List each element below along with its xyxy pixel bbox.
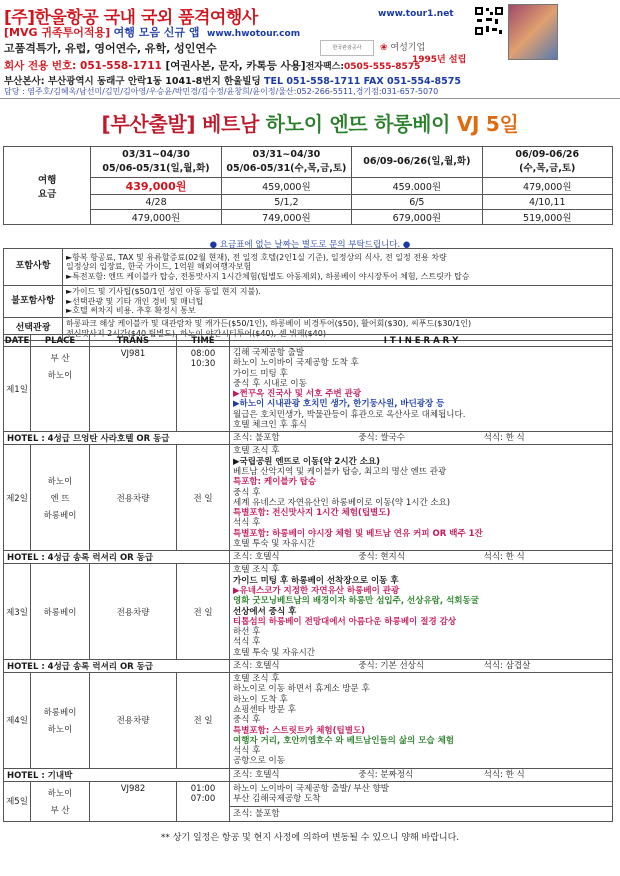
itinerary-line: 김해 국제공항 출발 — [233, 348, 305, 358]
address: 부산본사: 부산광역시 동래구 안락1동 1041-8번지 한울빌딩 — [4, 76, 261, 87]
itinerary-line: 호텔 조식 후 — [233, 446, 280, 457]
address-line — [4, 73, 461, 87]
meal-info — [230, 660, 613, 673]
col-trans: TRANS — [90, 335, 177, 347]
itinerary-line: 석식 후 — [233, 637, 261, 648]
fee-date: 4/28 — [91, 195, 221, 210]
meal-item: 석식: 한 식 — [483, 552, 525, 563]
col-place: PLACE — [31, 335, 90, 347]
day-row — [4, 673, 613, 769]
fee-date: 6/5 — [352, 195, 482, 210]
hotel-meal-row — [4, 768, 613, 781]
day-places: 하노이 부 산 — [31, 781, 90, 821]
itinerary-line: 호텔 조식 후 — [233, 674, 280, 685]
itinerary-table — [3, 334, 613, 822]
company-phone[interactable]: 051-558-1711 — [80, 60, 162, 72]
day-transport: 전용차량 — [90, 673, 177, 769]
meal-info — [230, 432, 613, 445]
itinerary-line: 특별포함: 하롱베이 야시장 체험 및 베트남 연유 커피 OR 백주 1잔 — [233, 528, 483, 539]
itinerary-line: ▶쩐꾸옥 진국사 및 서호 주변 관광 — [233, 389, 362, 400]
itinerary-line: 하노이 도착 후 — [233, 694, 288, 705]
itinerary-line: 하노이로 이동 하면서 휴게소 방문 후 — [233, 684, 370, 695]
day-transport: 전용차량 — [90, 564, 177, 660]
hotel-info: HOTEL : 4성급 송록 럭셔리 OR 동급 — [4, 660, 230, 673]
excluded-text: ►가이드 및 기사팁($50/1인 성인 아동 동일 현지 지불). ►선택관광 및 기타 개인 경비 및 매너팁 ►호텔 써차지 비용. 추후 확정시 통보 — [63, 286, 613, 318]
title-duration: VJ 5일 — [456, 112, 519, 136]
itinerary-line: 석식 후 — [233, 518, 261, 529]
day-transport: VJ981 — [90, 347, 177, 432]
day-times: 08:00 10:30 — [177, 347, 230, 432]
document-note: [여권사본, 문자, 카톡등 사용] — [165, 60, 306, 72]
fee-period: 06/09-06/26(일,월,화) — [352, 147, 482, 178]
day-label: 제5일 — [4, 781, 31, 821]
company-name: [주]한울항공 국내 국외 품격여행사 — [4, 8, 258, 28]
day-times: 전 일 — [177, 673, 230, 769]
footer-note: ** 상기 일정은 항공 및 현지 사정에 의하여 변동될 수 있으니 양해 바랍니다. — [160, 833, 460, 843]
fee-price: 679,000원 — [352, 210, 482, 225]
day-itinerary — [230, 781, 613, 807]
itinerary-line: ▶하노이 시내관광 호치민 생가, 한기둥사원, 바딘광장 등 — [233, 399, 445, 410]
itinerary-line: 하노이 노이바이 국제공항 도착 후 — [233, 358, 359, 369]
day-itinerary — [230, 347, 613, 432]
itinerary-line: 중식 후 — [233, 487, 261, 498]
itinerary-line: ▶국립공원 엔뜨로 이동(약 2시간 소요) — [233, 456, 381, 467]
women-business-icon: ❀ — [380, 43, 388, 53]
fee-period: 03/31~04/30 05/06-05/31(일,월,화) — [91, 147, 221, 178]
fee-label: 여행 요금 — [4, 147, 91, 225]
app-promo-line — [4, 24, 300, 40]
itinerary-line: 영화 굿모닝베트남의 배경이자 하롱만 섬입주, 선상유람, 석회동굴 — [233, 596, 479, 607]
hotel-meal-row — [4, 432, 613, 445]
fee-note: ● 요금표에 없는 날짜는 별도로 문의 부탁드립니다. ● — [209, 240, 411, 250]
meal-info: 조식: 불포함 — [230, 807, 613, 821]
inclusions-table — [3, 248, 613, 341]
fee-price: 479,000원 — [482, 178, 612, 195]
itinerary-line: 호텔 조식 후 — [233, 565, 280, 576]
qr-code-icon — [474, 6, 504, 36]
col-itinerary: I T I N E R A R Y — [230, 335, 613, 347]
day-label: 제1일 — [4, 347, 31, 432]
meal-item: 석식: 삼겹살 — [483, 661, 531, 672]
included-label: 포함사항 — [4, 249, 63, 286]
women-business-label: 여성기업 — [390, 43, 426, 53]
tel-fax: TEL 051-558-1711 FAX 051-554-8575 — [263, 76, 461, 87]
meal-item: 중식: 쌀국수 — [358, 433, 405, 444]
contact-line — [4, 58, 420, 73]
itinerary-line: 하노이 노이바이 국제공항 출발/ 부산 향발 — [233, 783, 389, 794]
itinerary-line: 가이드 미팅 후 하롱베이 선착장으로 이동 후 — [233, 575, 399, 586]
meal-item: 중식: 기본 선상식 — [358, 661, 425, 672]
day-places: 하노이 엔 뜨 하롱베이 — [31, 445, 90, 551]
day-row — [4, 564, 613, 660]
meal-item: 조식: 호텔식 — [233, 552, 280, 563]
meal-info — [230, 551, 613, 564]
meal-item: 석식: 한 식 — [483, 433, 525, 444]
itinerary-line: 티톱섬의 하롱베이 전망대에서 아름다운 하롱베이 절경 감상 — [233, 616, 457, 627]
fee-price: 519,000원 — [482, 210, 612, 225]
hotel-info: HOTEL : 기내박 — [4, 768, 230, 781]
itinerary-line: 여행자 거리, 호안끼엠호수 와 베트남인들의 삶의 모습 체험 — [233, 735, 455, 746]
meal-item: 중식: 현지식 — [358, 552, 405, 563]
itinerary-line: 선상에서 중식 후 — [233, 606, 297, 617]
fee-table — [3, 146, 613, 225]
day-row — [4, 445, 613, 551]
optional-tour-label: 선택관광 — [4, 317, 63, 340]
day-times: 01:00 07:00 — [177, 781, 230, 821]
included-text: ►항복 항공료, TAX 및 유류할증료(02월 현재), 전 일정 호텔(2인1실 기준), 일정상의 식사, 전 일정 전용 차량 일정상의 입장료, 한국 가이드, 1억원 해외여행자보험 ►특전포함: 엔뜨 케이블카 탑승, 전통맛사지 1시간체험(팁별도 아동제외), 하롱베이 야시장투어 체험, 스트릿카 탑승 — [63, 249, 613, 286]
meal-info — [230, 768, 613, 781]
itinerary-line: 석식 후 — [233, 746, 261, 757]
itinerary-line: 중식 후 시내로 이동 — [233, 378, 307, 389]
meal-item: 조식: 불포함 — [233, 433, 280, 444]
divider — [0, 98, 620, 99]
day-places: 하롱베이 하노이 — [31, 673, 90, 769]
company-phone-label: 회사 전용 번호: — [4, 60, 77, 72]
col-time: TIME — [177, 335, 230, 347]
title-cities: 하노이 엔뜨 하롱베이 — [265, 112, 451, 136]
fee-price: 459,000원 — [221, 178, 351, 195]
itinerary-line: 쇼핑센타 방문 후 — [233, 704, 296, 715]
title-departure: [부산출발] — [101, 112, 196, 136]
day-transport: 전용차량 — [90, 445, 177, 551]
itinerary-line: 특별포함: 스트릿트카 체험(팁별도) — [233, 725, 366, 736]
fee-date: 5/1,2 — [221, 195, 351, 210]
fee-period: 06/09-06/26 (수,목,금,토) — [482, 147, 612, 178]
fee-period: 03/31~04/30 05/06-05/31(수,목,금,토) — [221, 147, 351, 178]
staff-line: 담당 : 염주호/김혜옥/남선미/김민/김아영/우승윤/박민경/김수정/윤창희/윤이정/울산:052-266-5511,경기점:031-657-5070 — [4, 87, 439, 96]
hotel-info: HOTEL : 4성급 므엉탄 사라호텔 OR 동급 — [4, 432, 230, 445]
tourism-logo: 한국관광공사 — [320, 40, 374, 56]
itinerary-line: 호텔 체크인 후 휴식 — [233, 420, 307, 431]
hotel-info: HOTEL : 4성급 송록 럭셔리 OR 동급 — [4, 551, 230, 564]
itinerary-line: 세계 유네스코 자연유산인 하롱베이로 이동(약 1시간 소요) — [233, 497, 451, 508]
fee-price: 749,000원 — [221, 210, 351, 225]
itinerary-line: 중식 후 — [233, 715, 261, 726]
day-itinerary — [230, 564, 613, 660]
meal-item: 석식: 한 식 — [483, 769, 525, 780]
itinerary-line: 베트남 산악지역 및 케이블카 탑승, 최고의 명산 엔뜨 관광 — [233, 466, 447, 477]
meal-item: 조식: 호텔식 — [233, 769, 280, 780]
day-label: 제2일 — [4, 445, 31, 551]
meal-item: 조식: 호텔식 — [233, 661, 280, 672]
title-country: 베트남 — [201, 112, 259, 136]
hotel-meal-row — [4, 660, 613, 673]
day-times: 전 일 — [177, 564, 230, 660]
founded-year: 1995년 설립 — [412, 55, 467, 65]
itinerary-line: 특별포함: 전신맛사지 1시간 체험(팁별도) — [233, 508, 391, 519]
itinerary-line: 하선 후 — [233, 627, 261, 638]
day-times: 전 일 — [177, 445, 230, 551]
mvg-label: [MVG 귀족투어적용] — [4, 26, 111, 39]
building-photo — [508, 4, 558, 60]
website-url-2[interactable]: www.hwotour.com — [207, 29, 301, 39]
services-line: 고품격특가, 유럽, 영어연수, 유학, 성인연수 — [4, 42, 217, 55]
hotel-meal-row — [4, 551, 613, 564]
meal-item: 중식: 분짜정식 — [358, 769, 414, 780]
day-transport: VJ982 — [90, 781, 177, 821]
itinerary-line: 공항으로 이동 — [233, 756, 285, 767]
fee-price: 479,000원 — [91, 210, 221, 225]
page-title — [0, 108, 620, 137]
itinerary-line: 월급은 호치민생가, 박물관등이 휴관으로 옥산사로 대체됩니다. — [233, 409, 466, 420]
day-row — [4, 347, 613, 432]
excluded-label: 불포함사항 — [4, 286, 63, 318]
itinerary-line: 특포함: 케이블카 탑승 — [233, 477, 317, 488]
itinerary-line: 호텔 투숙 및 자유시간 — [233, 539, 316, 550]
day-itinerary — [230, 673, 613, 769]
day-label: 제4일 — [4, 673, 31, 769]
day-itinerary — [230, 445, 613, 551]
itinerary-line: ▶유네스코가 지정한 자연유산 하롱베이 관광 — [233, 585, 400, 596]
day-row — [4, 781, 613, 807]
itinerary-line: 부산 김해국제공항 도착 — [233, 793, 321, 804]
efax-number: 0505-555-8575 — [343, 62, 421, 72]
itinerary-line: 호텔 투숙 및 자유시간 — [233, 647, 316, 658]
day-label: 제3일 — [4, 564, 31, 660]
day-places: 하롱베이 — [31, 564, 90, 660]
website-url-1[interactable]: www.tour1.net — [378, 9, 454, 19]
itinerary-line: 가이드 미팅 후 — [233, 368, 288, 379]
day-places: 부 산 하노이 — [31, 347, 90, 432]
itinerary-header — [4, 335, 613, 347]
fee-date: 4/10,11 — [482, 195, 612, 210]
fee-price: 459.000원 — [352, 178, 482, 195]
col-date: DATE — [4, 335, 30, 346]
optional-tour-text: 하롱파크 해상 케이블카 및 대관람차 및 캐가든($50/1인), 하롱베이 비경투어($50), 활어회($30), 씨푸드($30/1인) 전신맛사지 2시간($40 팁별도), 하노이 야간시티투어($40), 센 뷔페($40) — [63, 317, 613, 340]
efax-label: 전자팩스: — [305, 62, 344, 72]
fee-price: 439,000원 — [91, 178, 221, 195]
itinerary-days — [4, 347, 613, 822]
app-label: 여행 모음 신규 앱 — [113, 26, 200, 39]
